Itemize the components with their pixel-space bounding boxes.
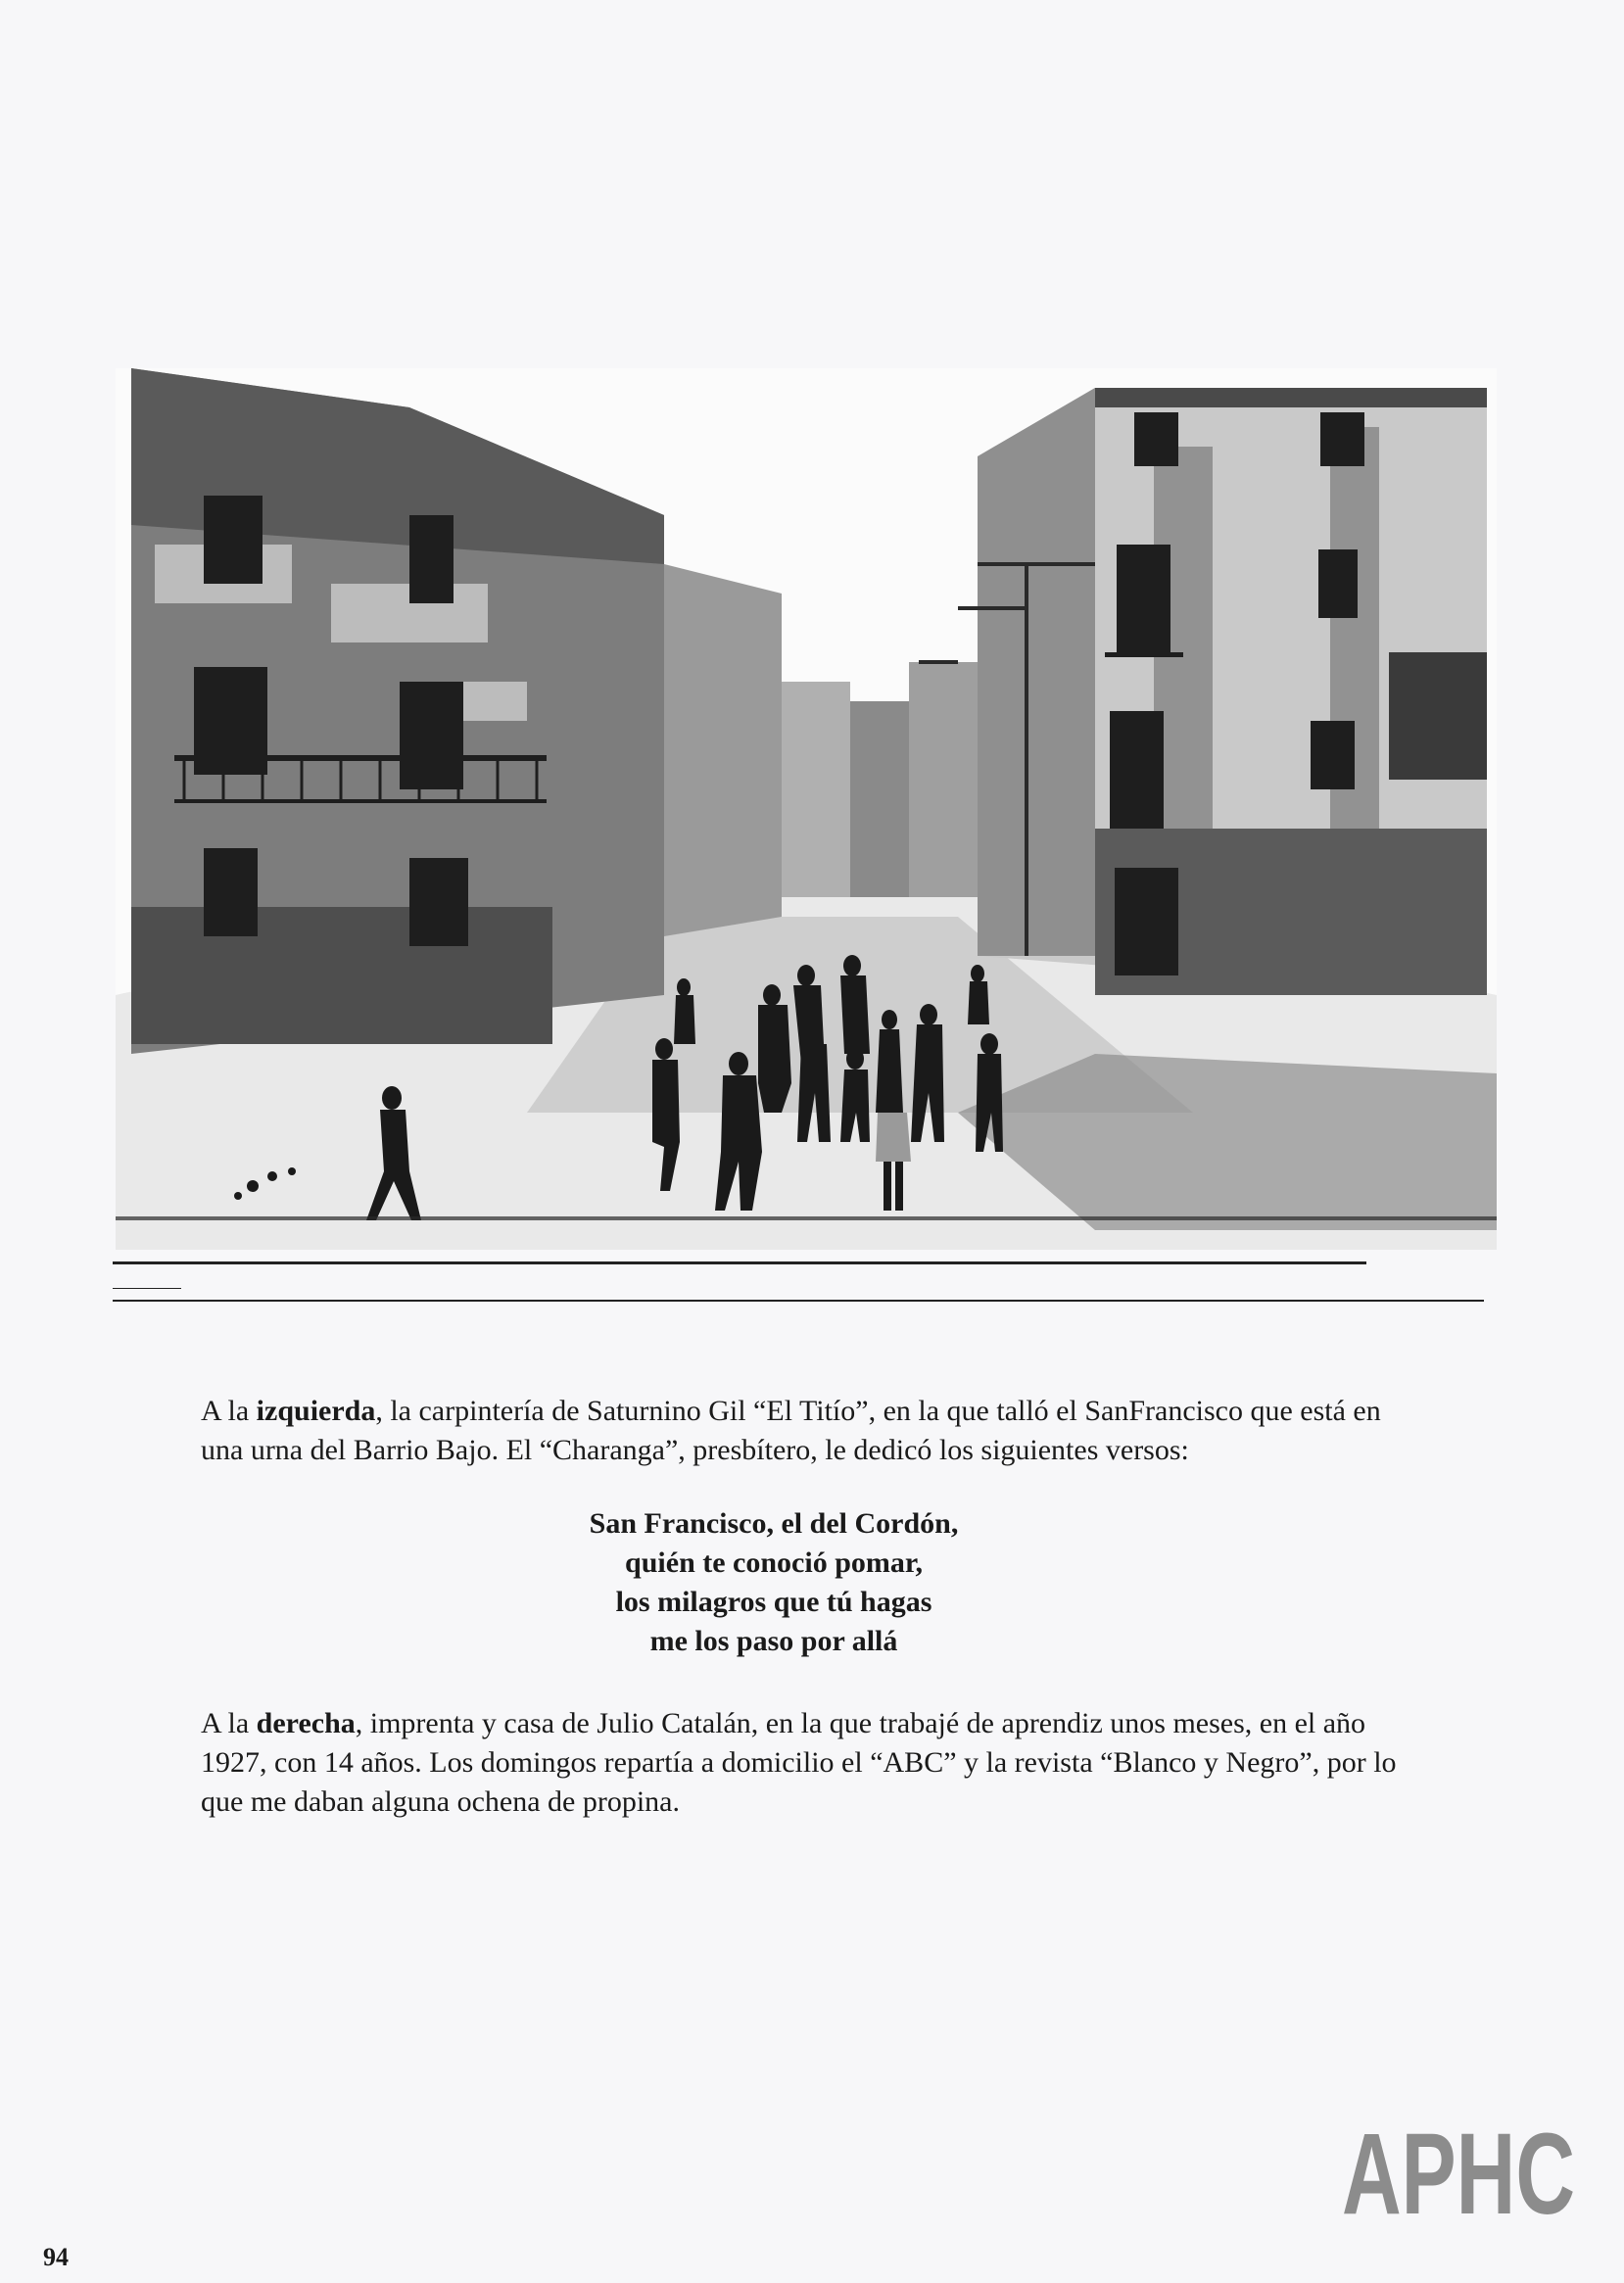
photo-bottom-rule-short: [113, 1288, 181, 1289]
verse-line: quién te conoció pomar,: [625, 1546, 923, 1579]
photo-bottom-rule: [113, 1261, 1366, 1264]
verse-line: los milagros que tú hagas: [615, 1586, 932, 1618]
caption-right-prefix: A la: [201, 1707, 257, 1739]
caption-left-text: , la carpintería de Saturnino Gil “El Titío”, en la que talló el SanFrancisco que está en una urna del Barrio Bajo. El “Charanga”, presbítero, le dedicó los siguientes versos:: [201, 1395, 1381, 1466]
aphc-logo: [1342, 2116, 1577, 2223]
caption-right-emphasis: derecha: [256, 1707, 356, 1739]
page-number: 94: [43, 2243, 69, 2271]
section-divider-rule: [113, 1300, 1484, 1302]
verse-line: San Francisco, el del Cordón,: [589, 1507, 959, 1540]
caption-right-text: , imprenta y casa de Julio Catalán, en la que trabajé de aprendiz unos meses, en el año 1927, con 14 años. Los domingos repartía a domicilio el “ABC” y la revista “Blanco y Negro”, por lo que me daban alguna ochena de propina.: [201, 1707, 1397, 1818]
svg-text:APHC: APHC: [1342, 2116, 1575, 2223]
caption-left-paragraph: [201, 1392, 1415, 1470]
caption-left-emphasis: izquierda: [256, 1395, 376, 1427]
verse-line: me los paso por allá: [649, 1625, 898, 1657]
verse-block: [509, 1504, 1038, 1661]
caption-right-paragraph: [201, 1704, 1415, 1822]
caption-left-prefix: A la: [201, 1395, 257, 1427]
historic-street-photo: [116, 368, 1497, 1250]
